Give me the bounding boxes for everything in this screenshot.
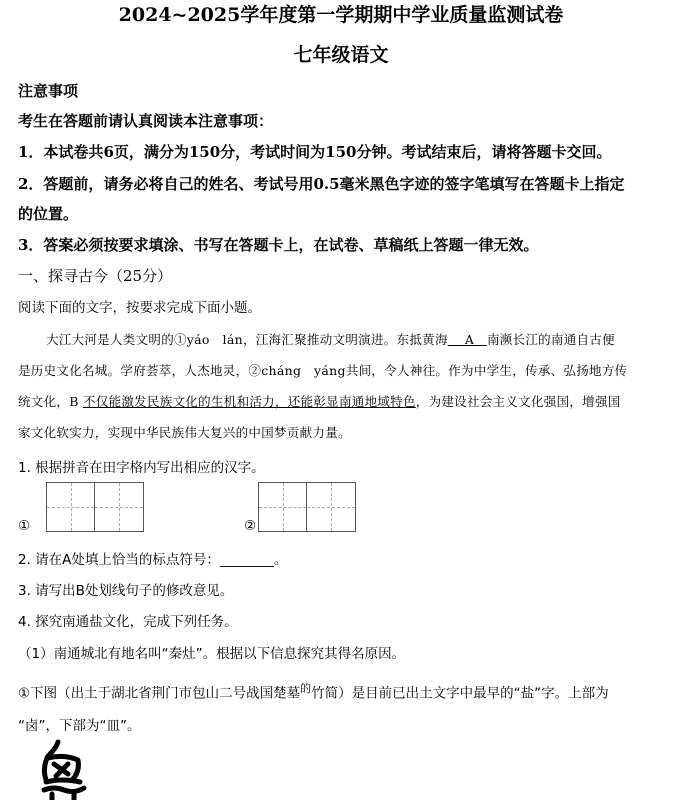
info-note-text: ①下图（出土于湖北省荆门市包山二号战国楚墓 <box>18 685 301 702</box>
passage-text: 大江大河是人类文明的①yáo lán，江海汇聚推动文明演进。东抵黄海 <box>46 332 448 347</box>
answer-blank[interactable]: ________ <box>219 552 274 568</box>
question-2-end: 。 <box>273 552 288 568</box>
ancient-salt-character-image <box>34 738 94 800</box>
grid-cell[interactable] <box>259 483 307 531</box>
notice-item-2: 2．答题前，请务必将自己的姓名、考试号用0.5毫米黑色字迹的签字笔填写在答题卡上指定 <box>18 175 625 193</box>
section-heading: 一、探寻古今（25分） <box>18 267 173 285</box>
notice-item-2-cont: 的位置。 <box>18 205 79 223</box>
tianzige-grid-2[interactable] <box>258 482 356 532</box>
exam-title: 2024~2025学年度第一学期期中学业质量监测试卷 <box>118 4 564 26</box>
info-note-2: “卤”，下部为“皿”。 <box>18 718 141 734</box>
notice-heading: 注意事项 <box>18 82 79 100</box>
question-2-text: 2. 请在A处填上恰当的标点符号： <box>18 552 220 568</box>
tianzige-grid-1[interactable] <box>46 482 144 532</box>
passage-text: 统文化，B <box>18 394 83 409</box>
blank-a: A <box>447 332 487 347</box>
question-1: 1. 根据拼音在田字格内写出相应的汉字。 <box>18 460 265 476</box>
question-4-1: （1）南通城北有地名叫“秦灶”。根据以下信息探究其得名原因。 <box>18 646 406 662</box>
info-note-sup: 的 <box>300 682 312 695</box>
underlined-sentence-b: 不仅能激发民族文化的生机和活力，还能彰显南通地域特色 <box>82 394 416 409</box>
question-2 <box>18 548 287 568</box>
passage-line-4: 家文化软实力，实现中华民族伟大复兴的中国梦贡献力量。 <box>18 425 351 440</box>
grid-marker-2: ② <box>244 518 257 534</box>
passage-line-1 <box>46 330 615 348</box>
exam-subtitle: 七年级语文 <box>293 44 389 66</box>
question-3: 3. 请写出B处划线句子的修改意见。 <box>18 583 234 599</box>
notice-item-3: 3．答案必须按要求填涂、书写在答题卡上，在试卷、草稿纸上答题一律无效。 <box>18 236 539 254</box>
notice-intro: 考生在答题前请认真阅读本注意事项： <box>18 112 274 130</box>
info-note-text: 竹简）是目前已出土文字中最早的“盐”字。上部为 <box>311 685 609 702</box>
question-4: 4. 探究南通盐文化，完成下列任务。 <box>18 614 238 630</box>
passage-text: 南濒长江的南通自古便 <box>486 332 615 347</box>
info-note-1 <box>18 680 609 702</box>
passage-line-2: 是历史文化名城。学府荟萃，人杰地灵，②cháng yáng共间，令人神往。作为中学生，传承、弘扬地方传 <box>18 363 628 378</box>
grid-cell[interactable] <box>95 483 143 531</box>
passage-text: ，为建设社会主义文化强国，增强国 <box>415 394 621 409</box>
notice-item-1: 1．本试卷共6页，满分为150分，考试时间为150分钟。考试结束后，请将答题卡交回。 <box>18 143 612 161</box>
grid-marker-1: ① <box>18 518 31 534</box>
grid-cell[interactable] <box>307 483 355 531</box>
passage-line-3 <box>18 392 621 410</box>
grid-cell[interactable] <box>47 483 95 531</box>
reading-instruction: 阅读下面的文字，按要求完成下面小题。 <box>18 300 261 316</box>
